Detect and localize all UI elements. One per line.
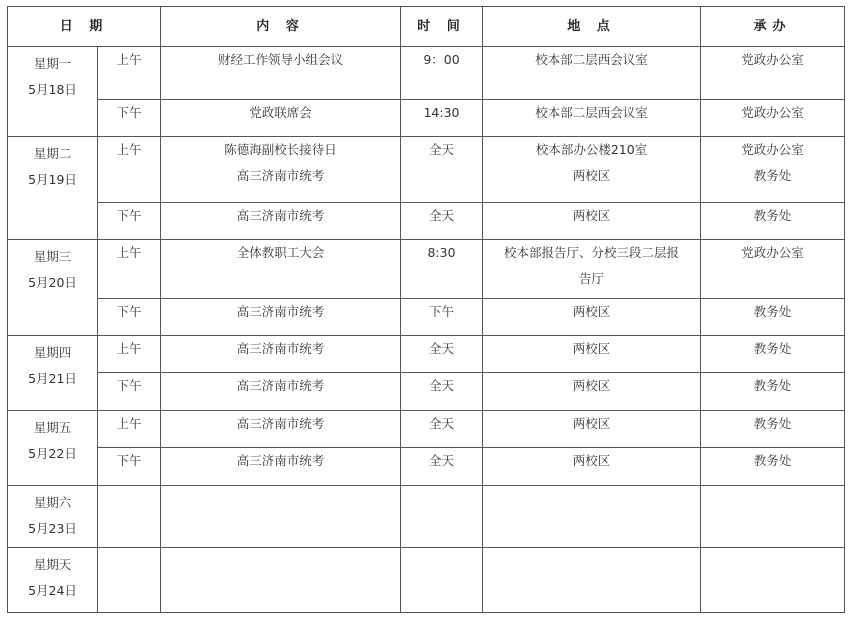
time-cell: 14:30 — [401, 99, 483, 136]
location-cell: 校本部二层西会议室 — [483, 47, 701, 100]
content-cell — [161, 485, 401, 548]
location-cell — [483, 548, 701, 613]
location-line: 校本部报告厅、分校三段二层报 — [503, 245, 679, 261]
location-cell — [483, 240, 701, 299]
period-label: 下午 — [98, 202, 161, 239]
location-cell — [483, 136, 701, 202]
period-label: 下午 — [98, 373, 161, 410]
period-label: 上午 — [98, 136, 161, 202]
table-row — [8, 99, 845, 136]
time-cell: 全天 — [401, 136, 483, 202]
weekday-label: 星期天 — [33, 557, 72, 573]
content-cell: 党政联席会 — [161, 99, 401, 136]
content-cell: 全体教职工大会 — [161, 240, 401, 299]
schedule-table — [7, 6, 845, 613]
content-cell — [161, 136, 401, 202]
content-cell: 财经工作领导小组会议 — [161, 47, 401, 100]
organizer-cell: 党政办公室 — [701, 240, 845, 299]
content-cell: 高三济南市统考 — [161, 373, 401, 410]
table-row — [8, 448, 845, 485]
table-row — [8, 548, 845, 613]
organizer-cell: 教务处 — [701, 410, 845, 447]
content-cell: 高三济南市统考 — [161, 448, 401, 485]
table-row — [8, 485, 845, 548]
location-cell: 两校区 — [483, 373, 701, 410]
period-label — [98, 548, 161, 613]
date-label: 5月18日 — [28, 82, 77, 97]
weekday-label: 星期二 — [33, 145, 72, 161]
table-row — [8, 202, 845, 239]
location-cell: 两校区 — [483, 202, 701, 239]
period-label: 上午 — [98, 410, 161, 447]
location-cell: 两校区 — [483, 410, 701, 447]
date-label: 5月22日 — [28, 445, 77, 461]
time-cell: 全天 — [401, 336, 483, 373]
content-cell: 高三济南市统考 — [161, 410, 401, 447]
weekday-label: 星期四 — [33, 345, 72, 361]
date-label: 5月21日 — [28, 371, 77, 387]
day-cell — [8, 240, 98, 336]
content-cell: 高三济南市统考 — [161, 202, 401, 239]
time-cell: 8:30 — [401, 240, 483, 299]
period-label: 下午 — [98, 448, 161, 485]
day-cell — [8, 410, 98, 485]
header-date: 日 期 — [8, 7, 161, 47]
time-cell — [401, 548, 483, 613]
time-cell: 下午 — [401, 298, 483, 335]
table-row — [8, 298, 845, 335]
organizer-cell — [701, 136, 845, 202]
day-cell — [8, 548, 98, 613]
header-time: 时 间 — [401, 7, 483, 47]
header-organizer: 承办 — [701, 7, 845, 47]
organizer-cell: 教务处 — [701, 298, 845, 335]
table-row — [8, 410, 845, 447]
organizer-cell — [701, 485, 845, 548]
organizer-cell: 教务处 — [701, 202, 845, 239]
organizer-cell — [701, 548, 845, 613]
date-label: 5月20日 — [28, 275, 77, 291]
content-line: 陈德海副校长接待日 — [224, 141, 337, 157]
header-content: 内 容 — [161, 7, 401, 47]
day-cell — [8, 47, 98, 137]
location-cell: 两校区 — [483, 336, 701, 373]
date-label: 5月24日 — [28, 583, 77, 599]
organizer-cell: 教务处 — [701, 336, 845, 373]
time-cell — [401, 485, 483, 548]
organizer-cell: 教务处 — [701, 373, 845, 410]
organizer-line: 党政办公室 — [741, 141, 804, 157]
period-label — [98, 485, 161, 548]
period-label: 下午 — [98, 99, 161, 136]
location-cell: 两校区 — [483, 298, 701, 335]
organizer-line: 教务处 — [753, 167, 792, 183]
location-cell: 两校区 — [483, 448, 701, 485]
content-cell — [161, 548, 401, 613]
table-row — [8, 336, 845, 373]
day-cell — [8, 136, 98, 239]
table-row — [8, 136, 845, 202]
period-label: 下午 — [98, 298, 161, 335]
time-cell: 全天 — [401, 410, 483, 447]
period-label: 上午 — [98, 336, 161, 373]
location-cell: 校本部二层西会议室 — [483, 99, 701, 136]
table-row — [8, 47, 845, 100]
weekday-label: 星期五 — [33, 419, 72, 435]
location-line: 校本部办公楼210室 — [535, 141, 648, 157]
content-cell: 高三济南市统考 — [161, 336, 401, 373]
header-row — [8, 7, 845, 47]
table-row — [8, 373, 845, 410]
header-location: 地 点 — [483, 7, 701, 47]
period-label: 上午 — [98, 47, 161, 100]
weekday-label: 星期一 — [33, 56, 72, 71]
location-line: 告厅 — [578, 271, 604, 287]
location-line: 两校区 — [572, 167, 611, 183]
date-label: 5月23日 — [28, 520, 77, 536]
day-cell — [8, 485, 98, 548]
organizer-cell: 党政办公室 — [701, 99, 845, 136]
period-label: 上午 — [98, 240, 161, 299]
time-cell: 全天 — [401, 448, 483, 485]
table-row — [8, 240, 845, 299]
location-cell — [483, 485, 701, 548]
day-cell — [8, 336, 98, 411]
organizer-cell: 教务处 — [701, 448, 845, 485]
content-cell: 高三济南市统考 — [161, 298, 401, 335]
time-cell: 9：00 — [401, 47, 483, 100]
time-cell: 全天 — [401, 373, 483, 410]
content-line: 高三济南市统考 — [236, 167, 325, 183]
weekday-label: 星期三 — [33, 249, 72, 265]
time-cell: 全天 — [401, 202, 483, 239]
date-label: 5月19日 — [28, 171, 77, 187]
organizer-cell: 党政办公室 — [701, 47, 845, 100]
weekday-label: 星期六 — [33, 494, 72, 510]
